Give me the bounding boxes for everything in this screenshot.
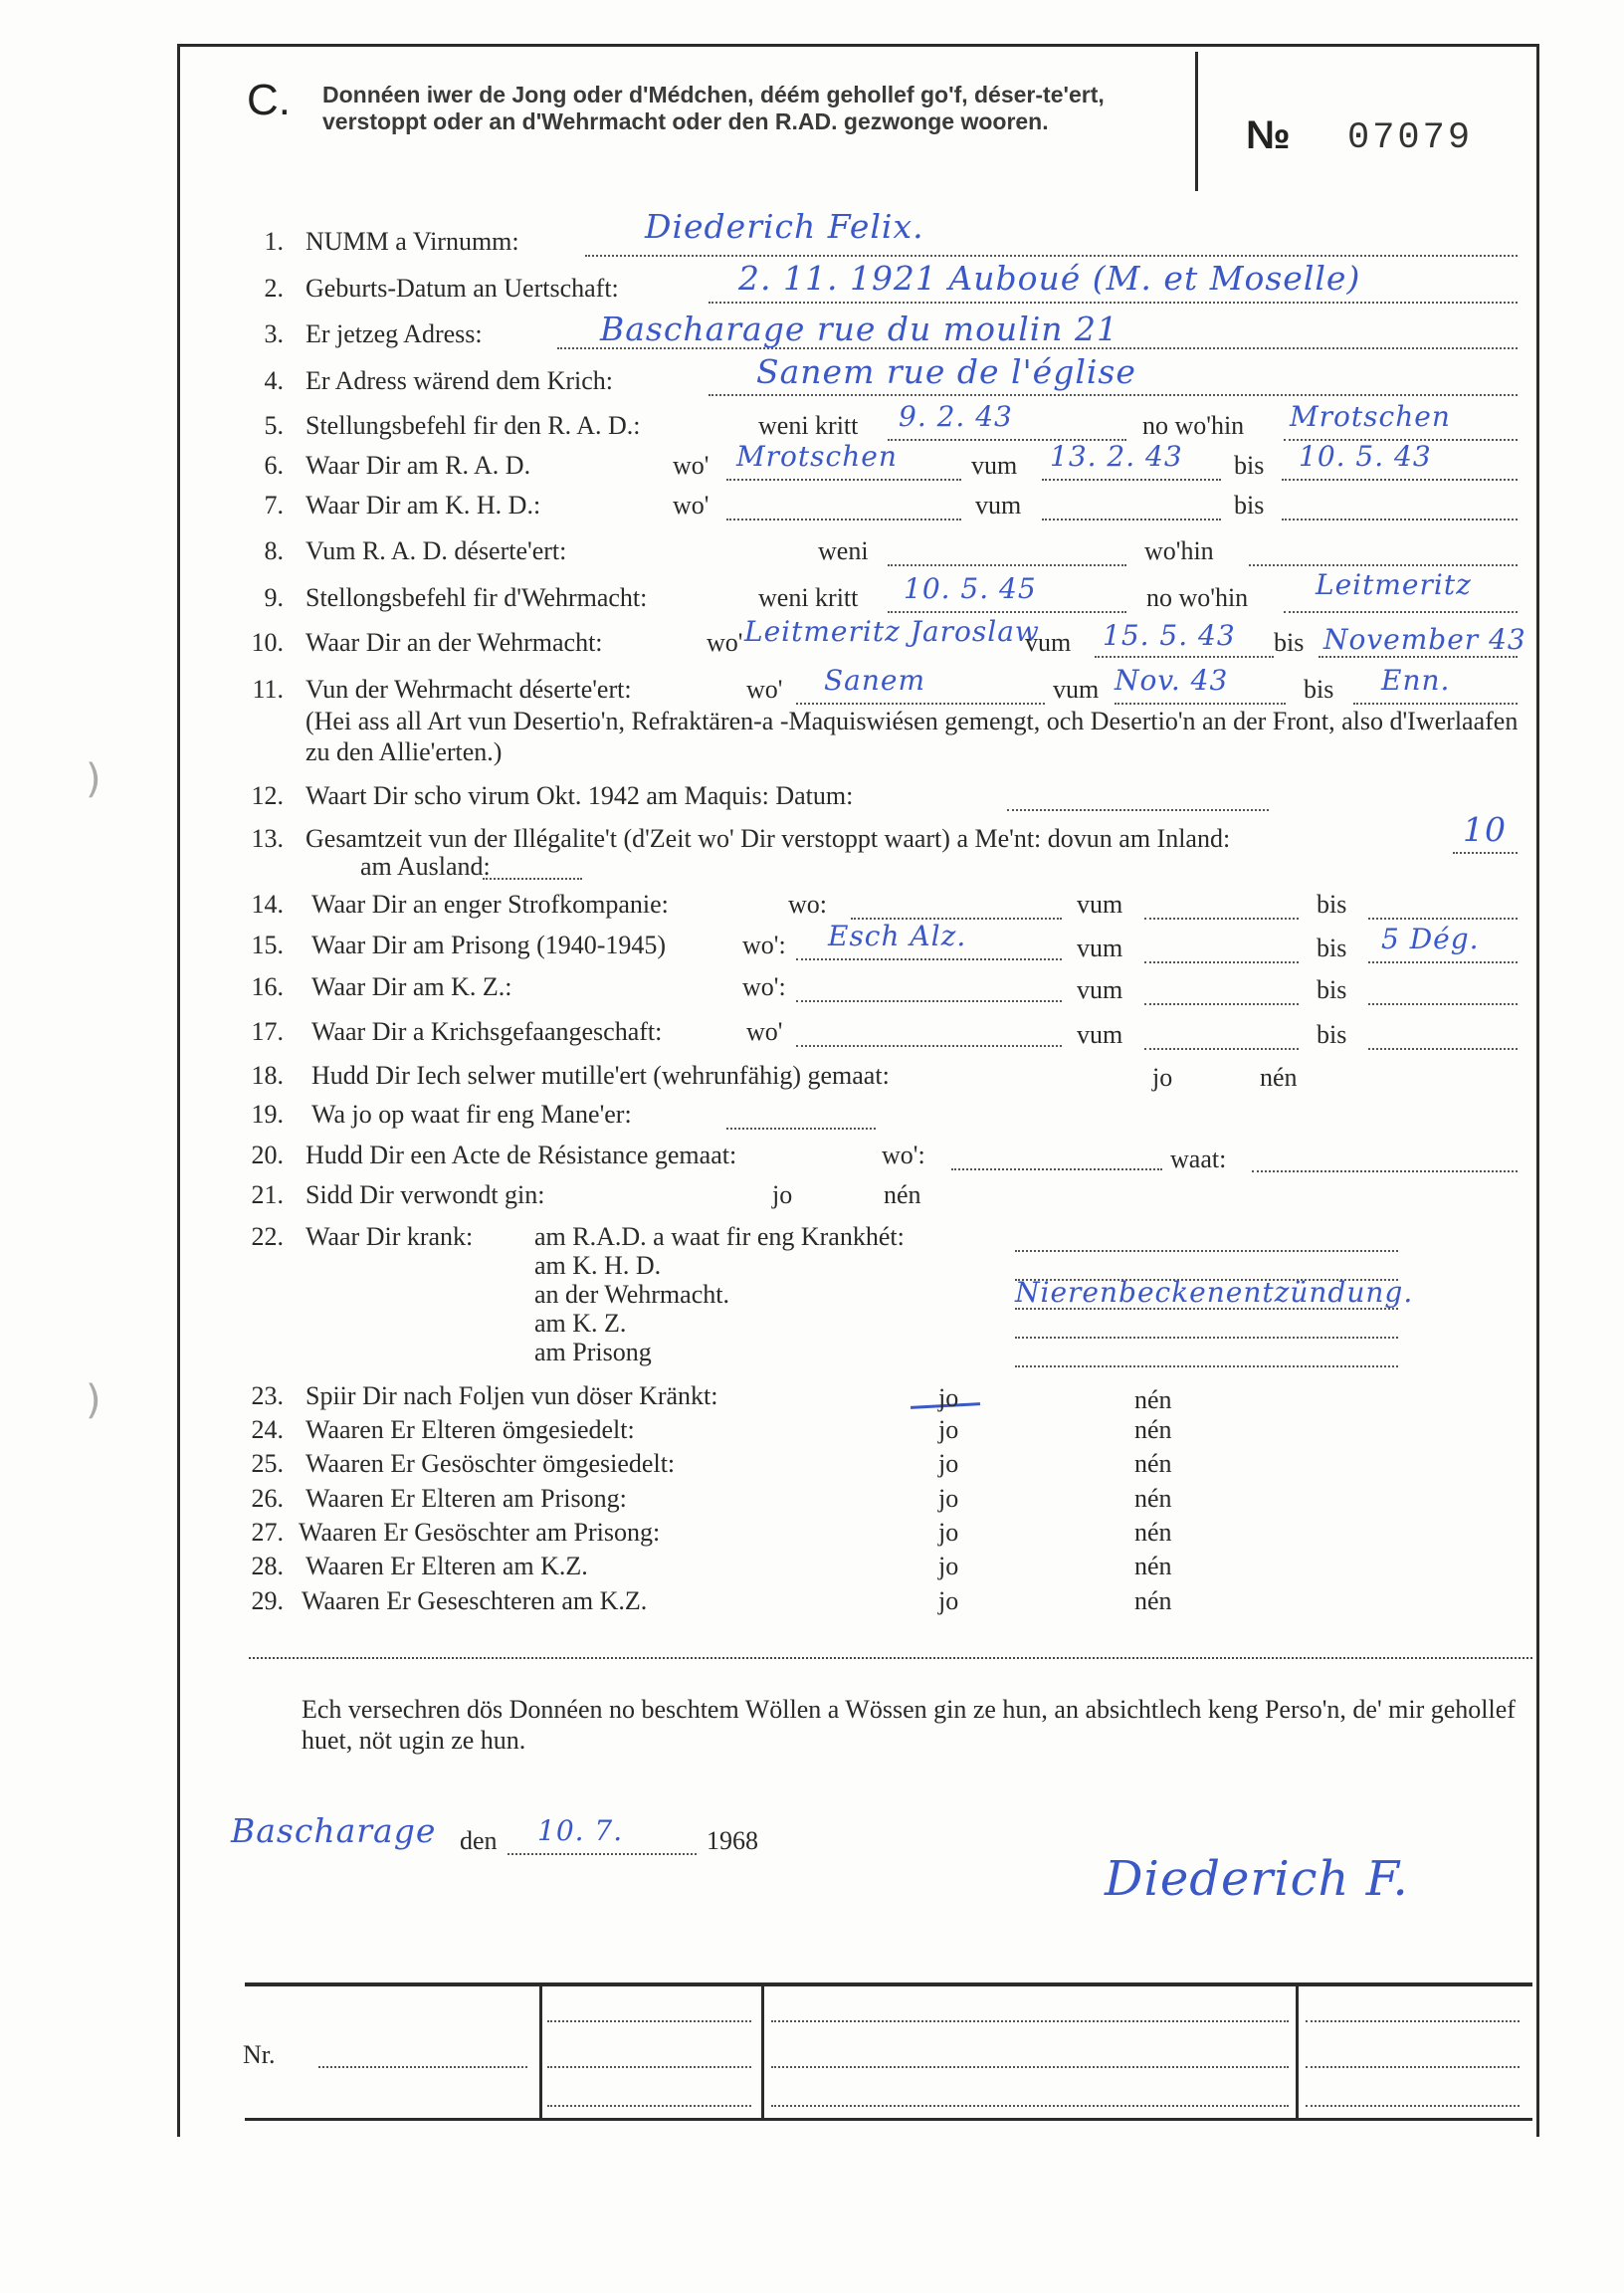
option-jo[interactable]: jo — [938, 1383, 959, 1412]
field-number: 29. — [251, 1586, 284, 1615]
fill-line — [1015, 1365, 1398, 1367]
illness-value[interactable]: Nierenbeckenentzündung. — [1015, 1276, 1414, 1309]
option-jo[interactable]: jo — [938, 1586, 959, 1615]
label-bis: bis — [1317, 890, 1347, 919]
field-number: 19. — [251, 1100, 284, 1129]
fill-line — [547, 2020, 751, 2022]
label-wo: wo' — [673, 451, 710, 480]
fill-line — [1007, 809, 1269, 811]
fill-line — [1249, 564, 1518, 566]
fill-line — [1284, 611, 1518, 613]
field-number: 6. — [264, 451, 284, 480]
label-bis: bis — [1317, 1020, 1347, 1049]
section-separator — [249, 1657, 1532, 1659]
field-label-illegality: Gesamtzeit vun der Illégalite't (d'Zeit wo' Dir verstoppt waart) a Me'nt: dovun am Inland: — [305, 824, 1231, 853]
fill-line — [726, 479, 961, 481]
option-jo[interactable]: jo — [938, 1552, 959, 1580]
field-label-address: Er jetzeg Adress: — [305, 319, 483, 348]
label-vum: vum — [1025, 628, 1072, 657]
fill-line — [1144, 918, 1299, 920]
field-number: 25. — [251, 1449, 284, 1478]
field-label-parents-prison: Waaren Er Elteren am Prisong: — [305, 1484, 627, 1513]
field-label-khd: Waar Dir am K. H. D.: — [305, 491, 541, 520]
label-bis: bis — [1234, 451, 1265, 480]
war-address-value[interactable]: Sanem rue de l'église — [756, 352, 1136, 391]
fill-line — [1144, 1003, 1299, 1005]
rad-place[interactable]: Mrotschen — [736, 440, 898, 473]
fill-line — [1306, 2105, 1520, 2107]
field-label-pow: Waar Dir a Krichsgefaangeschaft: — [311, 1017, 663, 1046]
option-jo[interactable]: jo — [938, 1415, 959, 1444]
field-number: 27. — [251, 1518, 284, 1547]
field-number: 16. — [251, 972, 284, 1001]
label-wo: wo': — [742, 972, 786, 1001]
fill-line — [547, 2105, 751, 2107]
declaration-text: Ech versechren dös Donnéen no beschtem Wöllen a Wössen gin ze hun, an absichtlech keng Perso'n, de' mir gehollef huet, nöt ugin ze hun. — [302, 1695, 1516, 1755]
footer-bottom-rule — [245, 2118, 1532, 2121]
signing-day[interactable]: 10. 7. — [537, 1814, 624, 1847]
fill-line — [888, 564, 1126, 566]
fill-line — [1282, 479, 1518, 481]
option-nen[interactable]: nén — [1134, 1415, 1172, 1444]
fill-line — [1252, 1170, 1518, 1172]
fill-line — [1306, 2020, 1520, 2022]
binder-hole-mark: ) — [86, 756, 102, 802]
field-label-war-address: Er Adress wärend dem Krich: — [305, 366, 614, 395]
fill-line — [483, 878, 582, 880]
field-label-siblings-kz: Waaren Er Geseschteren am K.Z. — [302, 1586, 648, 1615]
fill-line — [1282, 519, 1518, 521]
field-label-rad-desert: Vum R. A. D. déserte'ert: — [305, 536, 567, 565]
label-vum: vum — [1077, 890, 1123, 919]
field-number: 3. — [264, 319, 284, 348]
field-label-name: NUMM a Virnumm: — [305, 227, 519, 256]
field-label-kz: Waar Dir am K. Z.: — [311, 972, 512, 1001]
ill-sub-kz: am K. Z. — [534, 1309, 627, 1338]
field-number: 28. — [251, 1552, 284, 1580]
desert-from[interactable]: Nov. 43 — [1115, 664, 1229, 697]
field-label-resistance: Hudd Dir een Acte de Résistance gemaat: — [305, 1141, 737, 1169]
fill-line — [547, 2066, 751, 2068]
field-number: 15. — [251, 931, 284, 959]
field-label-maquis: Waart Dir scho virum Okt. 1942 am Maquis: Datum: — [305, 781, 854, 810]
fill-line — [1144, 1048, 1299, 1050]
field-number: 9. — [264, 583, 284, 612]
field-label-self-mutilation: Hudd Dir Iech selwer mutille'ert (wehrunfähig) gemaat: — [311, 1061, 890, 1090]
fill-line — [1453, 852, 1518, 854]
fill-line — [796, 1000, 1062, 1002]
label-vum: vum — [1053, 675, 1100, 704]
name-value[interactable]: Diederich Felix. — [645, 207, 924, 246]
field-label-manner: Wa jo op waat fir eng Mane'er: — [311, 1100, 632, 1129]
fill-line — [796, 703, 1045, 705]
fill-line — [1368, 1003, 1518, 1005]
fill-line — [1115, 703, 1286, 705]
label-bis: bis — [1317, 975, 1347, 1004]
field-label-after-effects: Spiir Dir nach Foljen vun döser Kränkt: — [305, 1381, 718, 1410]
field-label-rad-order: Stellungsbefehl fir den R. A. D.: — [305, 411, 641, 440]
label-wo: wo' — [707, 628, 743, 657]
fill-line — [585, 255, 1518, 257]
form-title: Donnéen iwer de Jong oder d'Médchen, déém gehollef go'f, déser-te'ert, verstoppt oder an d'Wehrmacht oder den R.AD. gezwonge wooren. — [322, 82, 1105, 134]
field-number: 1. — [264, 227, 284, 256]
option-nen[interactable]: nén — [1134, 1518, 1172, 1547]
birth-value[interactable]: 2. 11. 1921 Auboué (M. et Moselle) — [738, 259, 1361, 298]
fill-line — [796, 1045, 1062, 1047]
field-number: 11. — [252, 675, 284, 704]
field-number: 10. — [251, 628, 284, 657]
label-waat: waat: — [1170, 1145, 1227, 1173]
desert-place[interactable]: Sanem — [824, 664, 926, 697]
label-bis: bis — [1304, 675, 1334, 704]
label-bis: bis — [1274, 628, 1305, 657]
field-number: 12. — [251, 781, 284, 810]
number-symbol: № — [1246, 113, 1291, 157]
rad-order-date[interactable]: 9. 2. 43 — [899, 400, 1013, 433]
fill-line — [709, 302, 1518, 304]
label-wo: wo' — [746, 1017, 783, 1046]
fill-line — [951, 1168, 1162, 1170]
label-vum: vum — [1077, 934, 1123, 962]
footer-column-divider — [1296, 1984, 1299, 2118]
field-number: 20. — [251, 1141, 284, 1169]
rad-from[interactable]: 13. 2. 43 — [1050, 440, 1183, 473]
signing-year: 1968 — [707, 1826, 758, 1855]
label-vum: vum — [975, 491, 1022, 520]
field-number: 14. — [251, 890, 284, 919]
label-wo: wo': — [742, 931, 786, 959]
field-label-abroad: am Ausland: — [360, 852, 491, 881]
field-label-rad: Waar Dir am R. A. D. — [305, 451, 531, 480]
section-letter: C. — [247, 76, 291, 124]
field-label-wehrmacht: Waar Dir an der Wehrmacht: — [305, 628, 603, 657]
field-number: 7. — [264, 491, 284, 520]
label-vum: vum — [971, 451, 1018, 480]
field-label-parents-resettled: Waaren Er Elteren ömgesiedelt: — [305, 1415, 635, 1444]
footer-top-rule — [245, 1982, 1532, 1986]
label-bis: bis — [1234, 491, 1265, 520]
field-label-punishment-company: Waar Dir an enger Strofkompanie: — [311, 890, 669, 919]
label-den: den — [460, 1826, 498, 1855]
rad-order-place[interactable]: Mrotschen — [1290, 400, 1451, 433]
label-no-wohin: no wo'hin — [1142, 411, 1245, 440]
fill-line — [1042, 479, 1221, 481]
fill-line — [1015, 1250, 1398, 1252]
field-number: 4. — [264, 366, 284, 395]
field-label-prison: Waar Dir am Prisong (1940-1945) — [311, 931, 667, 959]
ill-sub-prison: am Prisong — [534, 1338, 652, 1366]
desertion-note: (Hei ass all Art vun Desertio'n, Refraktären-a -Maquiswiésen gemengt, och Desertio'n an der Front, also d'Iwerlaafen zu den Allie'erten.) — [305, 707, 1519, 766]
field-label-wounded: Sidd Dir verwondt gin: — [305, 1180, 545, 1209]
label-weni-kritt: weni kritt — [758, 583, 859, 612]
field-number: 26. — [251, 1484, 284, 1513]
field-number: 24. — [251, 1415, 284, 1444]
field-number: 22. — [251, 1222, 284, 1251]
fill-line — [796, 958, 1062, 960]
option-jo[interactable]: jo — [938, 1518, 959, 1547]
fill-line — [888, 611, 1126, 613]
option-jo[interactable]: jo — [772, 1180, 793, 1209]
wehrmacht-from[interactable]: 15. 5. 43 — [1103, 619, 1236, 652]
field-number: 2. — [264, 274, 284, 303]
option-nen[interactable]: nén — [1134, 1449, 1172, 1478]
fill-line — [771, 2020, 1289, 2022]
fill-line — [1368, 918, 1518, 920]
field-number: 18. — [251, 1061, 284, 1090]
ill-sub-rad: am R.A.D. a waat fir eng Krankhét: — [534, 1222, 905, 1251]
wehrmacht-to[interactable]: November 43 — [1323, 623, 1526, 656]
fill-line — [1095, 656, 1274, 658]
inland-months[interactable]: 10 — [1463, 810, 1507, 849]
label-vum: vum — [1077, 975, 1123, 1004]
fill-line — [726, 1128, 876, 1130]
wehrmacht-order-date[interactable]: 10. 5. 45 — [904, 572, 1037, 605]
footer-column-divider — [761, 1984, 764, 2118]
fill-line — [771, 2105, 1289, 2107]
option-jo[interactable]: jo — [1152, 1063, 1173, 1092]
form-number: 07079 — [1347, 117, 1474, 159]
wehrmacht-order-place[interactable]: Leitmeritz — [1316, 568, 1472, 601]
header-divider — [1195, 52, 1198, 191]
label-vum: vum — [1077, 1020, 1123, 1049]
prison-to[interactable]: 5 Dég. — [1381, 923, 1480, 955]
label-bis: bis — [1317, 934, 1347, 962]
field-number: 23. — [251, 1381, 284, 1410]
field-number: 17. — [251, 1017, 284, 1046]
binder-hole-mark: ) — [86, 1377, 102, 1423]
fill-line — [1306, 2066, 1520, 2068]
option-nen[interactable]: nén — [884, 1180, 921, 1209]
ill-sub-khd: am K. H. D. — [534, 1251, 662, 1280]
option-nen[interactable]: nén — [1134, 1385, 1172, 1414]
signing-place[interactable]: Bascharage — [231, 1811, 437, 1850]
footer-column-divider — [539, 1984, 542, 2118]
fill-line — [1368, 961, 1518, 963]
field-label-siblings-prison: Waaren Er Gesöschter am Prisong: — [299, 1518, 661, 1547]
ill-sub-wehrmacht: an der Wehrmacht. — [534, 1280, 729, 1309]
fill-line — [1042, 519, 1221, 521]
field-number: 8. — [264, 536, 284, 565]
label-weni: weni — [818, 536, 869, 565]
field-label-ill: Waar Dir krank: — [305, 1222, 474, 1251]
field-label-birth: Geburts-Datum an Uertschaft: — [305, 274, 619, 303]
rad-to[interactable]: 10. 5. 43 — [1299, 440, 1432, 473]
label-wo: wo': — [882, 1141, 925, 1169]
option-nen[interactable]: nén — [1260, 1063, 1298, 1092]
field-label-siblings-resettled: Waaren Er Gesöschter ömgesiedelt: — [305, 1449, 676, 1478]
desert-to[interactable]: Enn. — [1381, 664, 1451, 697]
field-label-wehrmacht-order: Stellongsbefehl fir d'Wehrmacht: — [305, 583, 648, 612]
label-weni-kritt: weni kritt — [758, 411, 859, 440]
option-nen[interactable]: nén — [1134, 1484, 1172, 1513]
wehrmacht-place[interactable]: Leitmeritz Jaroslaw — [744, 615, 1040, 648]
option-jo[interactable]: jo — [938, 1484, 959, 1513]
field-label-wehrmacht-desert: Vun der Wehrmacht déserte'ert: — [305, 675, 632, 704]
field-number: 13. — [251, 824, 284, 853]
label-wo: wo: — [788, 890, 827, 919]
label-wo: wo' — [746, 675, 783, 704]
label-wohin: wo'hin — [1144, 536, 1214, 565]
fill-line — [1353, 703, 1518, 705]
fill-line — [1144, 961, 1299, 963]
fill-line — [709, 394, 1518, 396]
label-wo: wo' — [673, 491, 710, 520]
label-no-wohin: no wo'hin — [1146, 583, 1249, 612]
fill-line — [771, 2066, 1289, 2068]
fill-line — [1015, 1337, 1398, 1339]
signature[interactable]: Diederich F. — [1105, 1851, 1409, 1907]
fill-line — [726, 519, 961, 521]
option-jo[interactable]: jo — [938, 1449, 959, 1478]
fill-line — [508, 1853, 697, 1855]
field-number: 5. — [264, 411, 284, 440]
address-value[interactable]: Bascharage rue du moulin 21 — [600, 310, 1119, 348]
prison-place[interactable]: Esch Alz. — [828, 920, 967, 952]
option-nen[interactable]: nén — [1134, 1552, 1172, 1580]
field-label-parents-kz: Waaren Er Elteren am K.Z. — [305, 1552, 588, 1580]
fill-line — [1368, 1048, 1518, 1050]
footer-nr-label: Nr. — [243, 2040, 276, 2069]
fill-line — [318, 2066, 527, 2068]
option-nen[interactable]: nén — [1134, 1586, 1172, 1615]
field-number: 21. — [251, 1180, 284, 1209]
